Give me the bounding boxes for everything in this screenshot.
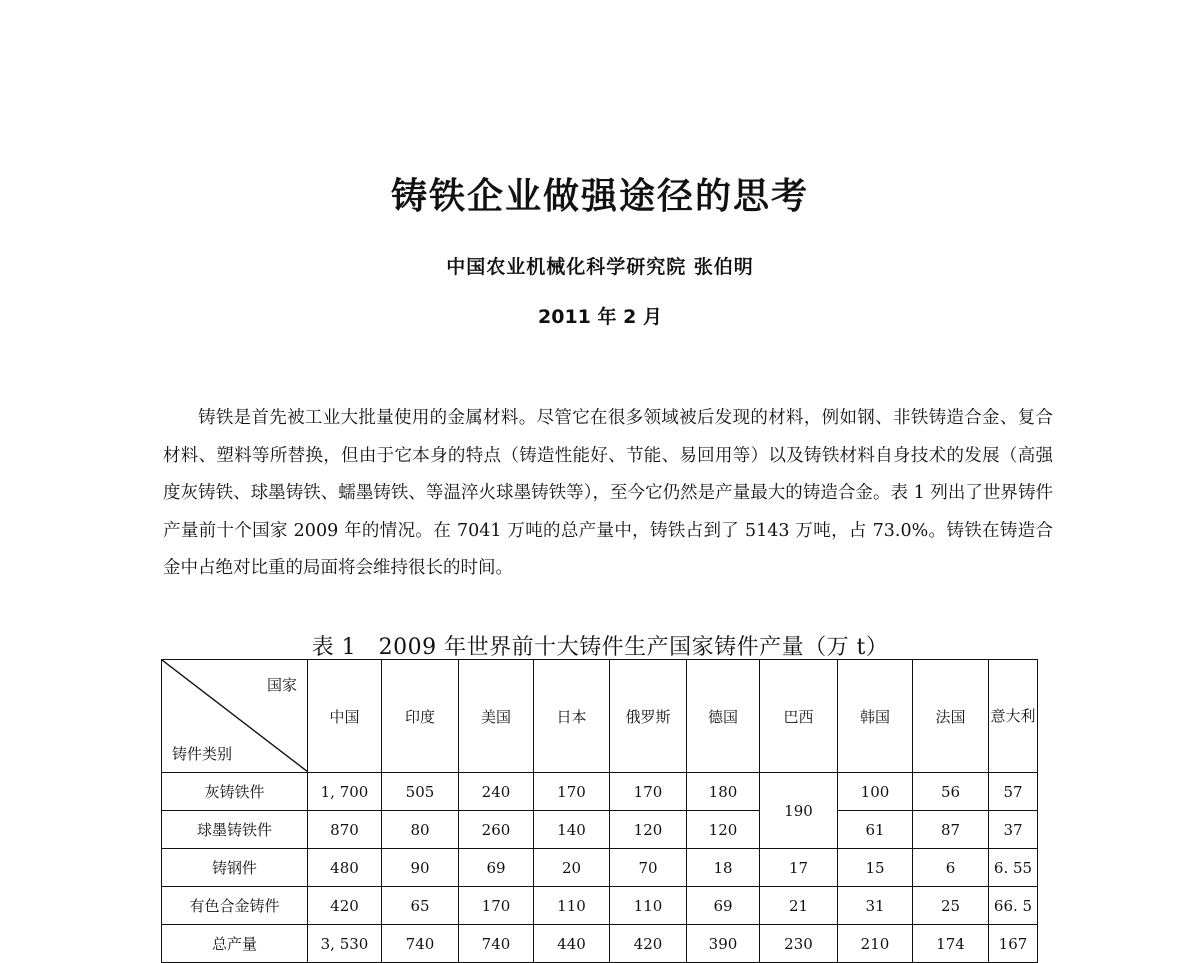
table-caption: 表 1 2009 年世界前十大铸件生产国家铸件产量（万 t） bbox=[311, 635, 889, 660]
table-cell: 120 bbox=[687, 811, 760, 849]
table-row bbox=[162, 925, 1038, 963]
country-header: 德国 bbox=[687, 660, 760, 773]
country-header: 印度 bbox=[382, 660, 459, 773]
table-cell: 100 bbox=[838, 773, 913, 811]
table-cell: 1, 700 bbox=[308, 773, 382, 811]
table-cell: 174 bbox=[913, 925, 989, 963]
table-cell: 37 bbox=[989, 811, 1038, 849]
country-header: 巴西 bbox=[760, 660, 838, 773]
table-cell: 740 bbox=[382, 925, 459, 963]
table-cell: 740 bbox=[459, 925, 534, 963]
table-cell: 230 bbox=[760, 925, 838, 963]
table-cell: 170 bbox=[610, 773, 687, 811]
table-cell: 260 bbox=[459, 811, 534, 849]
table-cell: 17 bbox=[760, 849, 838, 887]
table-cell-merged: 190 bbox=[760, 773, 838, 849]
country-header: 韩国 bbox=[838, 660, 913, 773]
table-cell: 170 bbox=[459, 887, 534, 925]
table-cell: 870 bbox=[308, 811, 382, 849]
row-label: 球墨铸铁件 bbox=[162, 811, 308, 849]
table-cell: 61 bbox=[838, 811, 913, 849]
author-line: 中国农业机械化科学研究院 张伯明 bbox=[446, 256, 754, 278]
table-row bbox=[162, 887, 1038, 925]
corner-label-category: 铸件类别 bbox=[172, 745, 233, 763]
table-cell: 31 bbox=[838, 887, 913, 925]
table-cell: 110 bbox=[610, 887, 687, 925]
table-cell: 420 bbox=[610, 925, 687, 963]
table-cell: 25 bbox=[913, 887, 989, 925]
country-header: 日本 bbox=[534, 660, 610, 773]
table-cell: 69 bbox=[687, 887, 760, 925]
table-cell: 6 bbox=[913, 849, 989, 887]
table-cell: 87 bbox=[913, 811, 989, 849]
table-cell: 420 bbox=[308, 887, 382, 925]
row-label: 灰铸铁件 bbox=[162, 773, 308, 811]
table-cell: 90 bbox=[382, 849, 459, 887]
table-cell: 15 bbox=[838, 849, 913, 887]
table-cell: 21 bbox=[760, 887, 838, 925]
country-header: 意大利 bbox=[989, 660, 1038, 773]
table-cell: 440 bbox=[534, 925, 610, 963]
table-row bbox=[162, 849, 1038, 887]
table-cell: 180 bbox=[687, 773, 760, 811]
table-cell: 18 bbox=[687, 849, 760, 887]
table-cell: 110 bbox=[534, 887, 610, 925]
row-label: 铸钢件 bbox=[162, 849, 308, 887]
table-cell: 480 bbox=[308, 849, 382, 887]
table-cell: 6. 55 bbox=[989, 849, 1038, 887]
table-cell: 20 bbox=[534, 849, 610, 887]
country-header: 中国 bbox=[308, 660, 382, 773]
row-label: 有色合金铸件 bbox=[162, 887, 308, 925]
corner-label-country: 国家 bbox=[266, 676, 297, 694]
table-cell: 167 bbox=[989, 925, 1038, 963]
table-cell: 66. 5 bbox=[989, 887, 1038, 925]
table-cell: 57 bbox=[989, 773, 1038, 811]
table-header-row bbox=[162, 660, 1038, 773]
table-cell: 140 bbox=[534, 811, 610, 849]
table-row bbox=[162, 811, 1038, 849]
table-cell: 210 bbox=[838, 925, 913, 963]
country-header: 美国 bbox=[459, 660, 534, 773]
document-title: 铸铁企业做强途径的思考 bbox=[390, 176, 809, 217]
corner-header-cell bbox=[162, 660, 308, 773]
row-label: 总产量 bbox=[162, 925, 308, 963]
table-cell: 70 bbox=[610, 849, 687, 887]
table-cell: 120 bbox=[610, 811, 687, 849]
table-cell: 505 bbox=[382, 773, 459, 811]
intro-paragraph: 铸铁是首先被工业大批量使用的金属材料。尽管它在很多领域被后发现的材料，例如钢、非铁铸造合金、复合材料、塑料等所替换，但由于它本身的特点（铸造性能好、节能、易回用等）以及铸铁材料自身技术的发展（高强度灰铸铁、球墨铸铁、蠕墨铸铁、等温淬火球墨铸铁等），至今它仍然是产量最大的铸造合金。表 1 列出了世界铸件产量前十个国家 2009 年的情况。在 7041 万吨的总产量中，铸铁占到了 5143 万吨，占 73.0%。铸铁在铸造合金中占绝对比重的局面将会维持很长的时间。 bbox=[163, 408, 1053, 578]
table-cell: 56 bbox=[913, 773, 989, 811]
table-cell: 69 bbox=[459, 849, 534, 887]
table-row bbox=[162, 773, 1038, 811]
date-line: 2011 年 2 月 bbox=[538, 306, 662, 328]
country-header: 法国 bbox=[913, 660, 989, 773]
table-cell: 390 bbox=[687, 925, 760, 963]
casting-output-table bbox=[161, 659, 1038, 963]
table-cell: 65 bbox=[382, 887, 459, 925]
table-cell: 240 bbox=[459, 773, 534, 811]
table-cell: 3, 530 bbox=[308, 925, 382, 963]
table-cell: 80 bbox=[382, 811, 459, 849]
table-cell: 170 bbox=[534, 773, 610, 811]
country-header: 俄罗斯 bbox=[610, 660, 687, 773]
